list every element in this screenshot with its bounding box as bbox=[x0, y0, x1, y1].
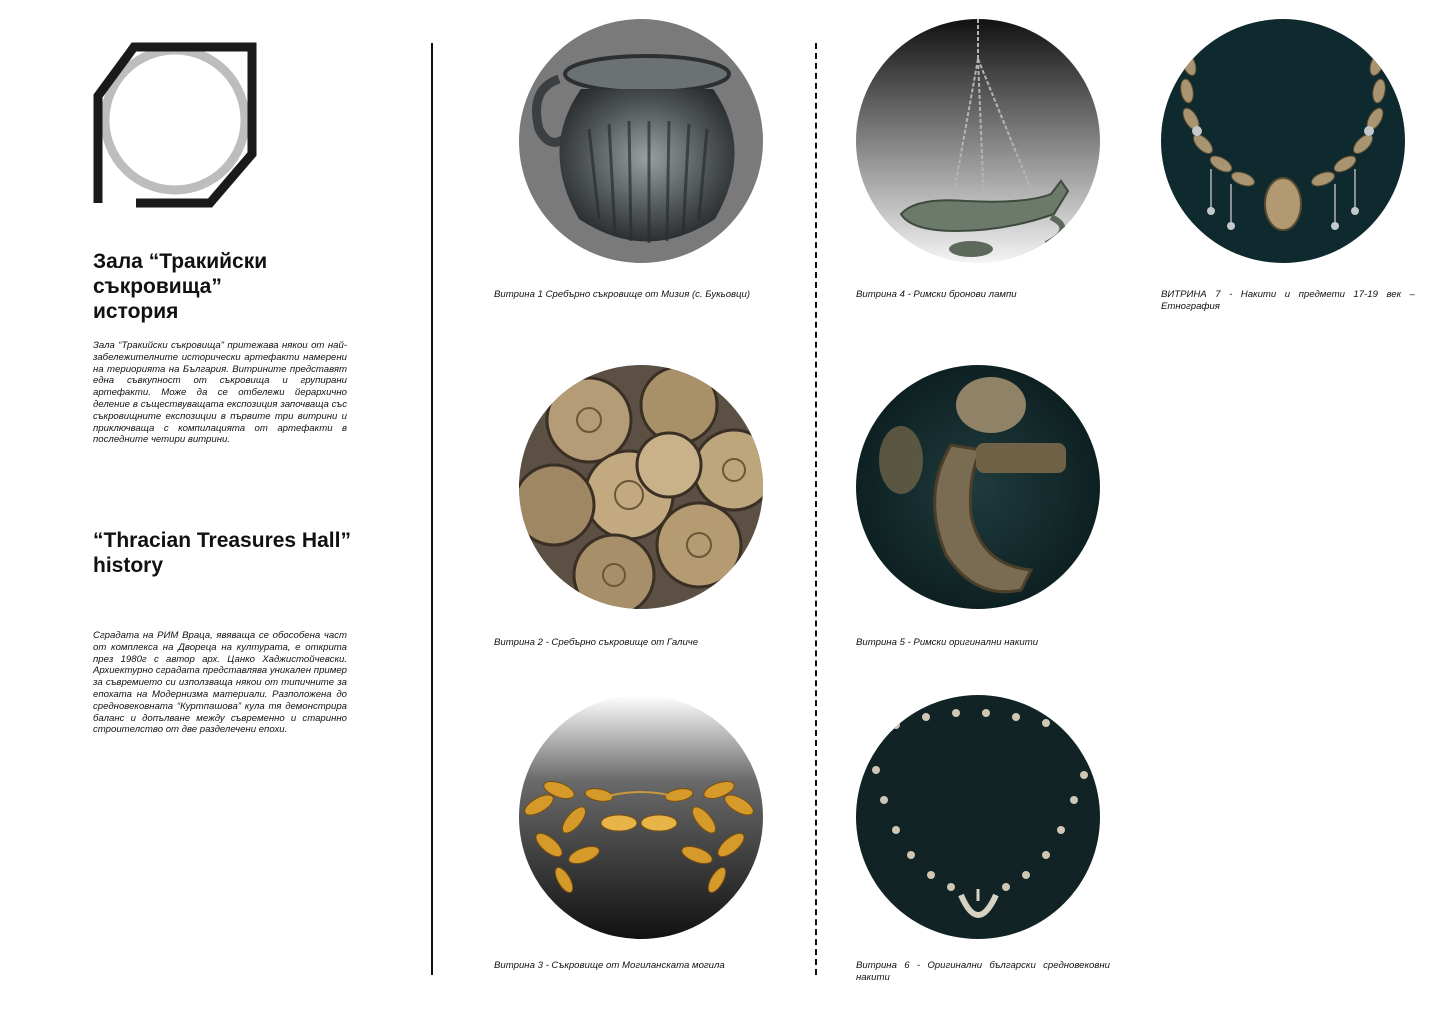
divider-dashed bbox=[815, 43, 817, 975]
vitrine-4-caption: Витрина 4 - Римски бронови лампи bbox=[856, 289, 1017, 300]
vitrine-3-image bbox=[519, 695, 763, 939]
hall-title-en: “Thracian Treasures Hall” history bbox=[93, 529, 351, 577]
museum-logo-icon bbox=[88, 40, 263, 212]
building-history-paragraph: Сградата на РИМ Враца, явяваща се обособена част от комплекса на Двореца на културата, е открита през 1980г с автор арх. Цанко Хаджистойчевски. Архиектурно сградата представлява уникален пример за съвремието си използваща някои от типичните за епохата на Модернизма материали. Разположена до средновековната “Куртпашова” кула тя демонстрира баланс и допълване между съвременно и старинно строителство от две разделечени епохи. bbox=[93, 630, 347, 736]
silver-jug-icon bbox=[519, 19, 763, 263]
vitrine-7-caption: ВИТРИНА 7 - Накити и предмети 17-19 век – Етнография bbox=[1161, 289, 1415, 312]
vitrine-7-image bbox=[1161, 19, 1405, 263]
vitrine-6-caption: Витрина 6 - Оригинални български средновековни накити bbox=[856, 960, 1110, 983]
vitrine-2-image bbox=[519, 365, 763, 609]
vitrine-5-image bbox=[856, 365, 1100, 609]
silver-phalerae-icon bbox=[519, 365, 763, 609]
divider-solid bbox=[431, 43, 433, 975]
vitrine-1-image bbox=[519, 19, 763, 263]
roman-fibula-icon bbox=[856, 365, 1100, 609]
bead-necklace-icon bbox=[856, 695, 1100, 939]
bronze-lamp-icon bbox=[856, 19, 1100, 263]
vitrine-5-caption: Витрина 5 - Римски оригинални накити bbox=[856, 637, 1039, 648]
vitrine-2-caption: Витрина 2 - Сребърно съкровище от Галиче bbox=[494, 637, 699, 648]
gold-wreath-icon bbox=[519, 695, 763, 939]
vitrine-4-image bbox=[856, 19, 1100, 263]
vitrine-6-image bbox=[856, 695, 1100, 939]
hall-description-bg: Зала “Тракийски съкровища” притежава някои от най-забележителните исторически артефакти намерени на териорията на България. Витрините представят една съвкупност от съкровища и групирани артефакти. Може да се отбележи йерархично деление в съществуващата експозиция започваща със съкровищните експозиции в първите три витрини и приключваща с компилацията от артефакти в последните четири витрини. bbox=[93, 340, 347, 446]
vitrine-3-caption: Витрина 3 - Съкровище от Могиланската могила bbox=[494, 960, 725, 971]
ethnographic-necklace-icon bbox=[1161, 19, 1405, 263]
hall-title-bg: Зала “Тракийски съкровища” история bbox=[93, 250, 268, 323]
vitrine-1-caption: Витрина 1 Сребърно съкровище от Мизия (с. Букьовци) bbox=[494, 289, 751, 300]
